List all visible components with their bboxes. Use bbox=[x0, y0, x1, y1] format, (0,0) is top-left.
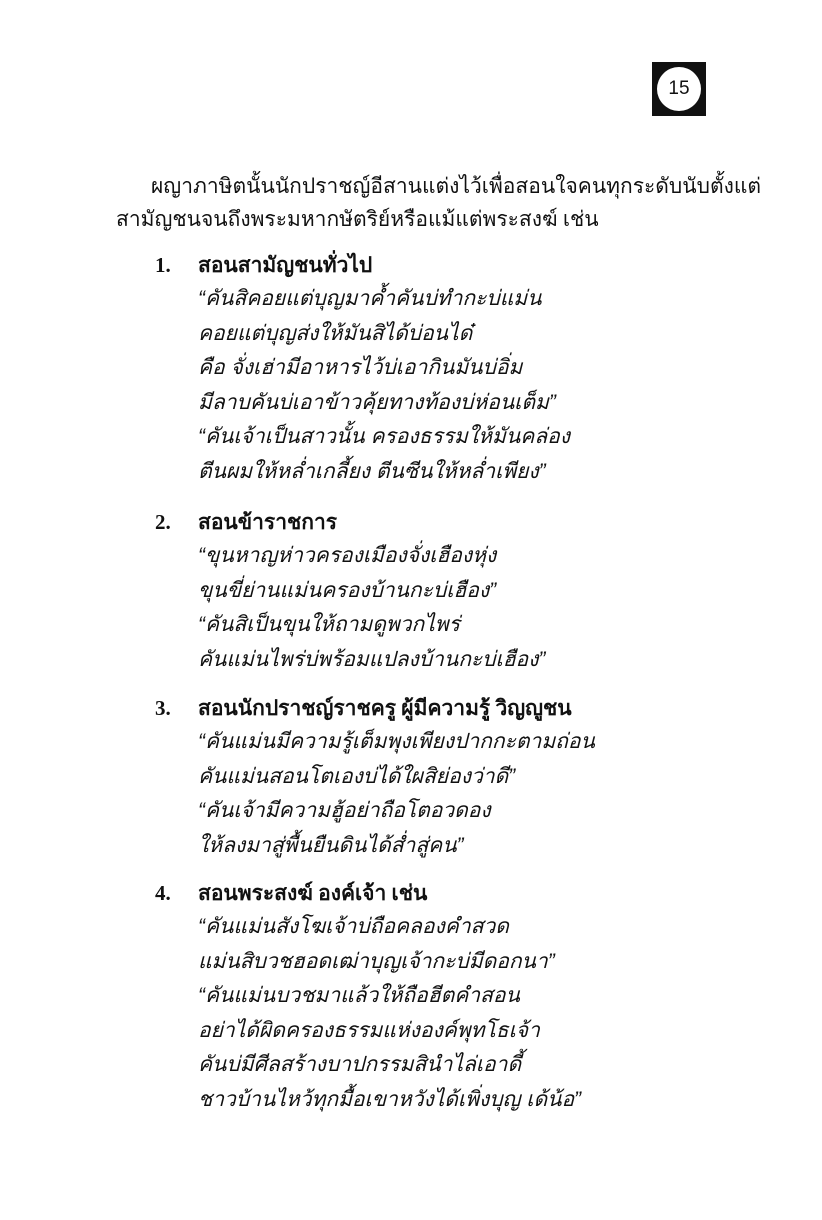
item-number: 2. bbox=[155, 510, 171, 534]
verse-line: “คันแม่นสังโฆเจ้าบ่ถือคลองคำสวด bbox=[198, 915, 509, 938]
verse bbox=[198, 910, 755, 1117]
verse-line: “คันเจ้ามีความฮู้อย่าถือโตอวดอง bbox=[198, 799, 491, 822]
verse-line: ชาวบ้านไหว้ทุกมื้อเขาหวังได้เพิ่งบุญ เด้น้อ” bbox=[198, 1087, 582, 1111]
list-item-4 bbox=[155, 876, 755, 1117]
page-number: 15 bbox=[657, 67, 701, 111]
verse-line: “ขุนหาญห่าวครองเมืองจั่งเฮืองหุ่ง bbox=[198, 544, 497, 567]
verse bbox=[198, 725, 755, 863]
verse-line: “คันเจ้าเป็นสาวนั้น ครองธรรมให้มันคล่อง bbox=[198, 425, 570, 448]
verse-line: อย่าได้ผิดครองธรรมแห่งองค์พุทโธเจ้า bbox=[198, 1018, 540, 1042]
list-item-1 bbox=[155, 248, 755, 489]
list-item-3 bbox=[155, 691, 755, 863]
verse-line: คอยแต่บุญส่งให้มันสิได้บ่อนได๋ bbox=[198, 321, 473, 345]
item-number: 1. bbox=[155, 253, 171, 277]
item-heading bbox=[155, 505, 755, 539]
item-heading bbox=[155, 248, 755, 282]
verse-line: แม่นสิบวชฮอดเฒ่าบุญเจ้ากะบ่มีดอกนา” bbox=[198, 949, 555, 973]
verse-line: คือ จั่งเฮ่ามีอาหารไว้บ่เอากินมันบ่อิ่ม bbox=[198, 356, 523, 379]
verse-line: “คันแม่นบวชมาแล้วให้ถือฮีตคำสอน bbox=[198, 984, 520, 1007]
verse-line: คันบ่มีศีลสร้างบาปกรรมสินำไล่เอาดี้ bbox=[198, 1053, 522, 1076]
item-title: สอนข้าราชการ bbox=[198, 510, 338, 534]
verse-line: “คันสิเป็นขุนให้ถามดูพวกไพร่ bbox=[198, 613, 460, 636]
item-title: สอนพระสงฆ์ องค์เจ้า เช่น bbox=[198, 881, 428, 905]
verse bbox=[198, 282, 755, 489]
verse-line: ให้ลงมาสู่พื้นยืนดินได้ส่ำสู่คน” bbox=[198, 833, 464, 857]
verse-line: คันแม่นสอนโตเองบ่ได้ใผสิย่องว่าดี” bbox=[198, 764, 516, 788]
item-title: สอนนักปราชญ์ราชครู ผู้มีความรู้ วิญญูชน bbox=[198, 696, 572, 720]
verse-line: “คันแม่นมีความรู้เต็มพุงเพียงปากกะตามถ่อน bbox=[198, 730, 595, 753]
intro-line: สามัญชนจนถึงพระมหากษัตริย์หรือแม้แต่พระสงฆ์ เช่น bbox=[116, 207, 599, 231]
item-number: 3. bbox=[155, 696, 171, 720]
verse-line: “คันสิคอยแต่บุญมาค้ำคันบ่ทำกะบ่แม่น bbox=[198, 287, 542, 310]
verse-line: ตีนผมให้หล่ำเกลี้ยง ตีนซีนให้หล่ำเพียง” bbox=[198, 459, 546, 483]
verse-line: มีลาบคันบ่เอาข้าวคุ้ยทางท้องบ่ห่อนเต็ม” bbox=[198, 390, 556, 414]
item-number: 4. bbox=[155, 881, 171, 905]
list-item-2 bbox=[155, 505, 755, 677]
item-heading bbox=[155, 876, 755, 910]
verse-line: ขุนขี่ย่านแม่นครองบ้านกะบ่เฮือง” bbox=[198, 578, 497, 602]
intro-line: ผญาภาษิตนั้นนักปราชญ์อีสานแต่งไว้เพื่อสอนใจคนทุกระดับนับตั้งแต่ bbox=[151, 174, 762, 198]
verse-line: คันแม่นไพร่บ่พร้อมแปลงบ้านกะบ่เฮือง” bbox=[198, 647, 546, 671]
item-title: สอนสามัญชนทั่วไป bbox=[198, 253, 373, 277]
item-heading bbox=[155, 691, 755, 725]
verse bbox=[198, 539, 755, 677]
page-number-badge bbox=[652, 62, 706, 116]
intro-paragraph bbox=[116, 170, 762, 236]
